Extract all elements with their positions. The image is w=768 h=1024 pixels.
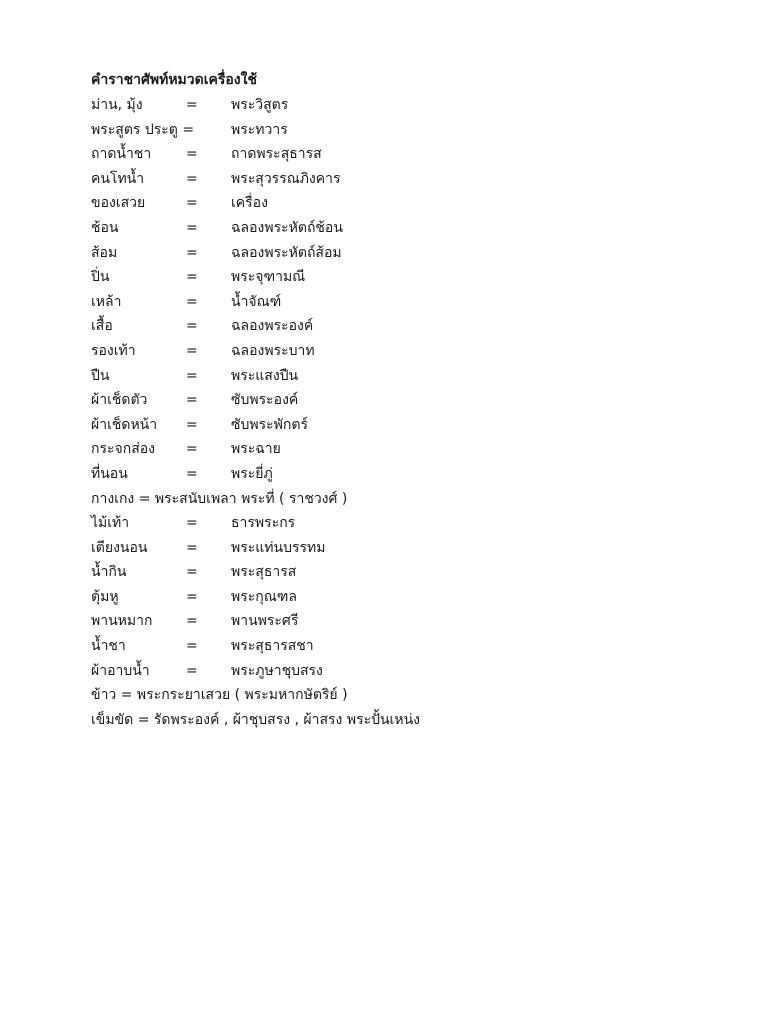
common-term: เหล้า [91, 293, 122, 310]
royal-term: ซับพระพักตร์ [231, 416, 308, 433]
vocabulary-line: เข็มขัด = รัดพระองค์ , ผ้าชุบสรง , ผ้าสรง พระปั้นเหน่ง [91, 711, 420, 728]
vocabulary-row [91, 413, 731, 438]
royal-term: ถาดพระสุธารส [231, 146, 322, 163]
vocabulary-row [91, 511, 731, 536]
equals-sign: = [186, 515, 198, 532]
common-term: ไม้เท้า [91, 515, 130, 532]
royal-term: พระจุฑามณี [231, 269, 306, 286]
equals-sign: = [186, 367, 198, 384]
common-term: ส้อม [91, 244, 118, 261]
vocabulary-row [91, 487, 731, 512]
equals-sign: = [186, 318, 198, 335]
vocabulary-row [91, 142, 731, 167]
common-term: น้ำชา [91, 638, 126, 655]
common-term: ปิ่น [91, 269, 110, 286]
equals-sign: = [186, 219, 198, 236]
vocabulary-row [91, 462, 731, 487]
common-term: พานหมาก [91, 613, 153, 630]
vocabulary-row [91, 536, 731, 561]
royal-term: พระสุธารสชา [231, 638, 314, 655]
vocabulary-row [91, 585, 731, 610]
common-term: ที่นอน [91, 465, 128, 482]
royal-term: ธารพระกร [231, 515, 296, 532]
equals-sign: = [186, 146, 198, 163]
royal-term: ฉลองพระองค์ [231, 318, 314, 335]
royal-term: พระยี่ภู่ [231, 465, 273, 482]
vocabulary-row [91, 241, 731, 266]
equals-sign: = [186, 195, 198, 212]
vocabulary-row [91, 708, 731, 733]
common-term: น้ำกิน [91, 564, 127, 581]
common-term: ถาดน้ำชา [91, 146, 152, 163]
vocabulary-row [91, 634, 731, 659]
equals-sign: = [186, 170, 198, 187]
common-term: เตียงนอน [91, 539, 148, 556]
royal-term: พระฉาย [231, 441, 281, 458]
equals-sign: = [186, 465, 198, 482]
royal-term: ฉลองพระหัตถ์ส้อม [231, 244, 342, 261]
vocabulary-row [91, 167, 731, 192]
vocabulary-row [91, 364, 731, 389]
equals-sign: = [186, 244, 198, 261]
common-term: ม่าน, มุ้ง [91, 97, 143, 113]
common-term: พระสูตร ประตู = [91, 121, 195, 138]
common-term: ผ้าเช็ดตัว [91, 392, 148, 409]
vocabulary-row [91, 191, 731, 216]
vocabulary-line: กางเกง = พระสนับเพลา พระที่ ( ราชวงศ์ ) [91, 490, 348, 507]
equals-sign: = [186, 662, 198, 679]
royal-term: พระภูษาชุบสรง [231, 662, 323, 679]
equals-sign: = [186, 392, 198, 409]
common-term: กระจกส่อง [91, 441, 155, 458]
vocabulary-row [91, 118, 731, 143]
common-term: คนโทน้ำ [91, 170, 145, 187]
vocabulary-list [91, 93, 731, 732]
vocabulary-row [91, 265, 731, 290]
royal-term: พระสุธารส [231, 564, 297, 581]
common-term: ผ้าอาบน้ำ [91, 662, 150, 679]
vocabulary-row [91, 683, 731, 708]
equals-sign: = [186, 564, 198, 581]
equals-sign: = [186, 588, 198, 605]
vocabulary-row [91, 339, 731, 364]
document-title: คำราชาศัพท์หมวดเครื่องใช้ [91, 72, 257, 88]
equals-sign: = [186, 342, 198, 359]
vocabulary-row [91, 388, 731, 413]
equals-sign: = [186, 441, 198, 458]
vocabulary-row [91, 560, 731, 585]
common-term: ช้อน [91, 219, 119, 236]
royal-term: เครื่อง [231, 195, 268, 212]
equals-sign: = [186, 539, 198, 556]
vocabulary-row [91, 659, 731, 684]
equals-sign: = [186, 293, 198, 310]
common-term: ปืน [91, 367, 110, 384]
royal-term: พระแสงปืน [231, 367, 299, 384]
common-term: เสื้อ [91, 318, 113, 335]
royal-term: ฉลองพระหัตถ์ช้อน [231, 219, 343, 236]
document-page [91, 68, 731, 732]
royal-term: พานพระศรี [231, 613, 299, 630]
vocabulary-row [91, 609, 731, 634]
royal-term: น้ำจัณฑ์ [231, 293, 282, 310]
equals-sign: = [186, 638, 198, 655]
equals-sign: = [186, 269, 198, 286]
royal-term: พระสุวรรณภิงคาร [231, 170, 341, 187]
royal-term: พระแท่นบรรทม [231, 539, 326, 556]
royal-term: พระวิสูตร [231, 97, 289, 113]
vocabulary-line: ข้าว = พระกระยาเสวย ( พระมหากษัตริย์ ) [91, 687, 348, 704]
vocabulary-row [91, 290, 731, 315]
royal-term: ซับพระองค์ [231, 392, 299, 409]
royal-term: พระกุณฑล [231, 588, 297, 605]
vocabulary-row [91, 93, 731, 118]
equals-sign: = [186, 416, 198, 433]
vocabulary-row [91, 437, 731, 462]
royal-term: ฉลองพระบาท [231, 342, 315, 359]
equals-sign: = [186, 613, 198, 630]
common-term: ตุ้มหู [91, 588, 119, 605]
royal-term: พระทวาร [231, 121, 288, 138]
vocabulary-row [91, 314, 731, 339]
vocabulary-row [91, 216, 731, 241]
common-term: ของเสวย [91, 195, 146, 212]
common-term: ผ้าเช็ดหน้า [91, 416, 158, 433]
equals-sign: = [186, 97, 198, 113]
common-term: รองเท้า [91, 342, 136, 359]
